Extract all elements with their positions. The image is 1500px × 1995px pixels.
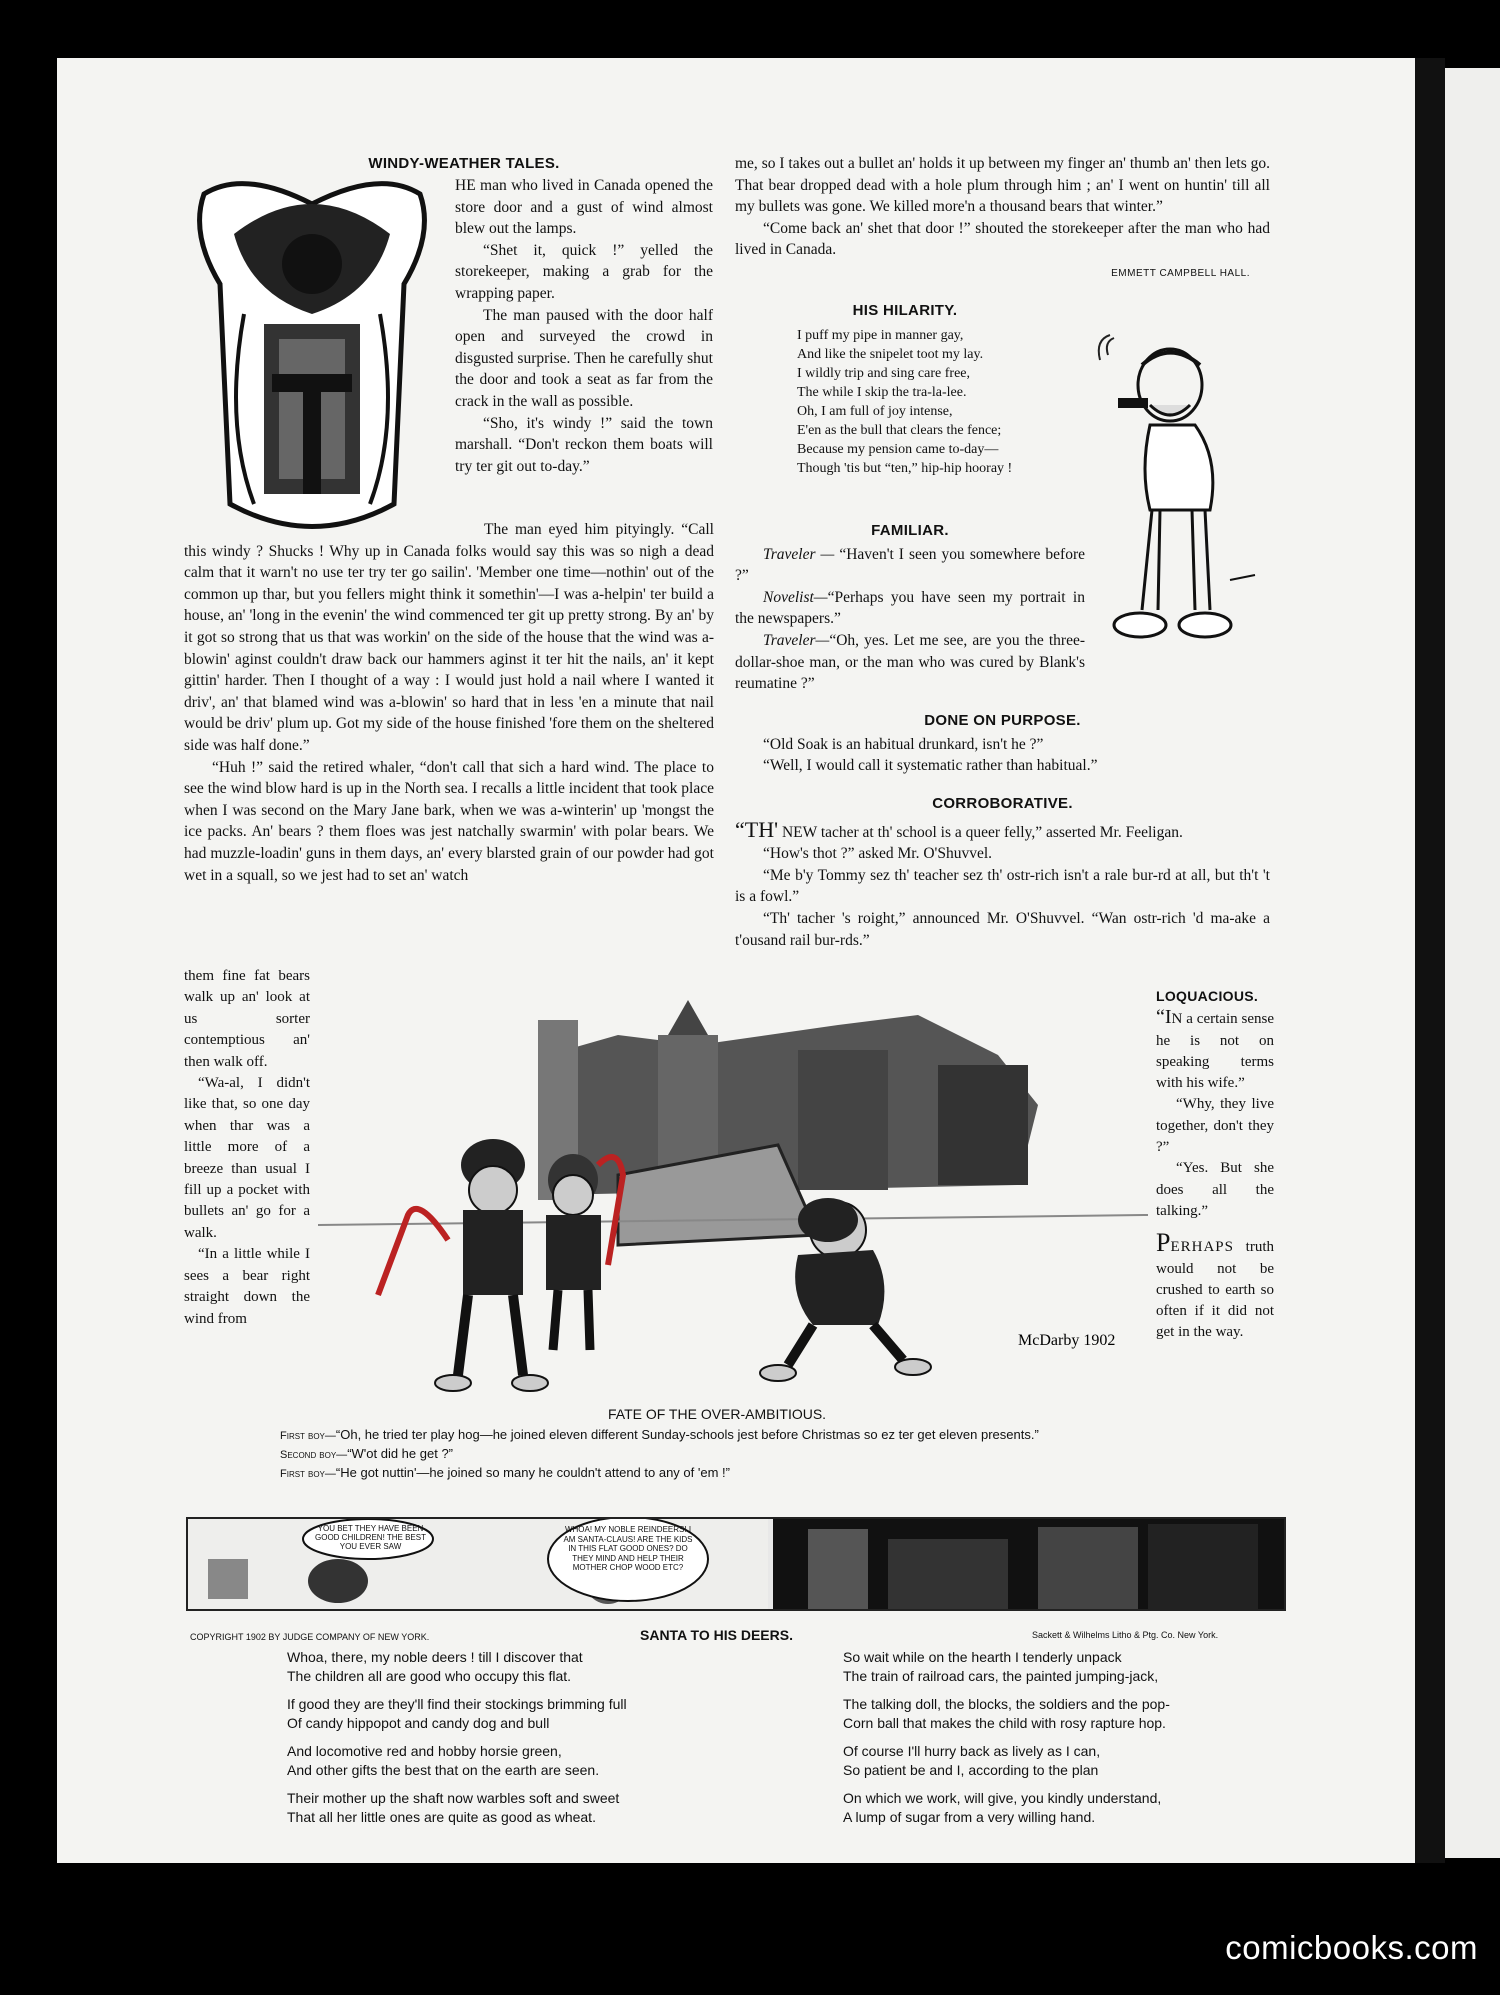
corrob-open: “TH' — [735, 816, 779, 842]
cartoon-caption — [280, 1406, 1270, 1483]
corrob-line-2: “How's thot ?” asked Mr. O'Shuvvel. — [763, 845, 993, 863]
familiar-section — [735, 520, 1085, 695]
familiar-speaker: Novelist— — [763, 588, 828, 606]
santa-line: The train of railroad cars, the painted jumping-jack, — [843, 1668, 1159, 1684]
loq-line-3: “Yes. But she does all the talking.” — [1156, 1160, 1274, 1219]
perhaps-cap: P — [1156, 1228, 1171, 1258]
santa-line: Whoa, there, my noble deers ! till I discover that — [287, 1649, 583, 1665]
hilarity-line: I wildly trip and sing care free, — [797, 365, 970, 381]
corrob-line-1: “TH' NEW tacher at th' school is a queer felly,” asserted Mr. Feeligan. — [735, 816, 1183, 842]
familiar-line-2: Novelist—“Perhaps you have seen my portrait in the newspapers.” — [735, 588, 1085, 628]
santa-line: A lump of sugar from a very willing hand. — [843, 1809, 1096, 1825]
adjacent-page-edge — [1445, 68, 1500, 1858]
column-right-top — [735, 153, 1270, 285]
windy-p3: The man paused with the door half open and surveyed the crowd in disgusted surprise. Then he carefully shut the door and took a seat as far from the crack in the wall as possible. — [455, 306, 713, 410]
windy-p2: “Shet it, quick !” yelled the storekeeper, making a grab for the wrapping paper. — [455, 241, 713, 302]
perhaps-paragraph: PERHAPS truth would not be crushed to earth so often if it did not get in the way. — [1156, 1228, 1274, 1341]
purpose-title: DONE ON PURPOSE. — [924, 712, 1081, 729]
santa-line: On which we work, will give, you kindly understand, — [843, 1790, 1162, 1806]
hilarity-line: E'en as the bull that clears the fence; — [797, 422, 1002, 438]
familiar-speaker: Traveler— — [763, 631, 830, 649]
santa-strip-panel — [186, 1517, 1286, 1611]
old-man-pipe-illustration — [1080, 330, 1270, 660]
loq-open: “I — [1156, 1006, 1172, 1029]
santa-line: And other gifts the best that on the earth are seen. — [287, 1762, 600, 1778]
santa-line: The children all are good who occupy this flat. — [287, 1668, 572, 1684]
strip-copyright: COPYRIGHT 1902 BY JUDGE COMPANY OF NEW YORK. — [190, 1632, 430, 1642]
windy-p4: “Sho, it's windy !” said the town marshall. “Don't reckon them boats will try ter git out to-day.” — [455, 414, 713, 475]
santa-line: And locomotive red and hobby horsie green, — [287, 1743, 562, 1759]
familiar-title: FAMILIAR. — [871, 522, 949, 539]
caption-line-2: Second boy—“W'ot did he get ?” — [280, 1446, 453, 1461]
familiar-speaker: Traveler — — [763, 545, 835, 563]
hilarity-poem — [735, 300, 1075, 478]
windy-p7: them fine fat bears walk up an' look at us sorter contemptious an' then walk off. — [184, 968, 310, 1070]
santa-line: Corn ball that makes the child with rosy rapture hop. — [843, 1715, 1166, 1731]
cartoon-caption-title: FATE OF THE OVER-AMBITIOUS. — [608, 1406, 827, 1422]
santa-line: Their mother up the shaft now warbles soft and sweet — [287, 1790, 620, 1806]
loq-line-2: “Why, they live together, don't they ?” — [1156, 1096, 1274, 1156]
windy-title: WINDY-WEATHER TALES. — [368, 155, 560, 172]
windy-narrow-column — [455, 175, 713, 477]
purpose-section — [735, 710, 1270, 777]
santa-poem-right — [843, 1648, 1283, 1827]
familiar-line-1: Traveler — “Haven't I seen you somewhere before ?” — [735, 545, 1085, 585]
santa-line: So wait while on the hearth I tenderly unpack — [843, 1649, 1122, 1665]
strip-printer: Sackett & Wilhelms Litho & Ptg. Co. New York. — [1032, 1630, 1219, 1640]
familiar-line-3: Traveler—“Oh, yes. Let me see, are you the three-dollar-shoe man, or the man who was cured by Blank's reumatine ?” — [735, 631, 1085, 693]
cartoon-signature: McDarby 1902 — [1018, 1332, 1116, 1349]
windy-p1: HE man who lived in Canada opened the store door and a gust of wind almost blew out the lamps. — [455, 177, 713, 238]
loq-title: LOQUACIOUS. — [1156, 988, 1259, 1004]
santa-line: So patient be and I, according to the plan — [843, 1762, 1099, 1778]
purpose-line-2: “Well, I would call it systematic rather than habitual.” — [763, 757, 1098, 775]
caption-line-1: First boy—“Oh, he tried ter play hog—he joined eleven different Sunday-schools jest before Christmas so ez ter get eleven presents.” — [280, 1427, 1039, 1442]
caption-speaker: First boy— — [280, 1468, 336, 1480]
binding-gutter — [1415, 58, 1445, 1863]
caption-speaker: Second boy— — [280, 1449, 348, 1461]
hilarity-line: Oh, I am full of joy intense, — [797, 403, 953, 419]
windy-cartoon-side-column — [184, 966, 310, 1330]
windy-p11: “Come back an' shet that door !” shouted the storekeeper after the man who had lived in Canada. — [735, 219, 1270, 259]
strip-bubble-2: WHOA! MY NOBLE REINDEERS! I AM SANTA-CLAUS! ARE THE KIDS IN THIS FLAT GOOD ONES? DO THEY MIND AND HELP THEIR MOTHER CHOP WOOD ETC? — [563, 1525, 693, 1572]
windy-p9: “In a little while I sees a bear right straight down the wind from — [184, 1246, 310, 1327]
windy-p5: The man eyed him pityingly. “Call this windy ? Shucks ! Why up in Canada folks would say this was so nigh a dead calm that it warn't no use ter try ter go sailin'. 'Member one time—nothin' out of the common up thar, but you fellers might think it somethin'—I was a-helpin' ter build a house, an' 'long in the evenin' the wind commenced ter git up pretty strong. By an' by it got so strong that us that was workin' on the side of the house that the wind was a-blowin' aginst couldn't draw back our hammers aginst it ter hit the nails, an' it kept gittin' harder. Then I thought of a way : I would just hold a nail where I wanted it driv', an' that blamed wind was a-blowin' so hard that in less 'en a minute that nail would be driv' plum up. Got my side of the house finished 'fore them on the sheltered side was half done.” — [184, 521, 714, 754]
loq-line-1: “IN a certain sense he is not on speaking terms with his wife.” — [1156, 1006, 1274, 1092]
cartoon-boys-illustration — [318, 995, 1148, 1403]
hilarity-title: HIS HILARITY. — [852, 302, 958, 319]
hilarity-line: And like the snipelet toot my lay. — [797, 346, 984, 362]
column-left-top — [184, 153, 714, 175]
caption-speaker: First boy— — [280, 1430, 336, 1442]
santa-line: The talking doll, the blocks, the soldiers and the pop- — [843, 1696, 1170, 1712]
strip-title: SANTA TO HIS DEERS. — [640, 1627, 793, 1643]
santa-poem-left — [287, 1648, 737, 1827]
windy-author: EMMETT CAMPBELL HALL. — [1111, 267, 1250, 279]
windy-p6: “Huh !” said the retired whaler, “don't call that sich a hard wind. The place to see the wind blow hard is up in the North sea. I recalls a little incident that took place when I was second on the Mary Jane bark, when we was a-winterin' up 'mongst the ice packs. An' bears ? them floes was jest natchally swarmin' with polar bears. We had muzzle-loadin' guns in them days, an' every blarsted grain of our powder had got wet in a squall, so we jest had to set an' watch — [184, 758, 714, 884]
santa-line: If good they are they'll find their stockings brimming full — [287, 1696, 627, 1712]
windy-wide-column — [184, 519, 714, 886]
site-watermark[interactable]: comicbooks.com — [1225, 1929, 1478, 1966]
caption-line-3: First boy—“He got nuttin'—he joined so many he couldn't attend to any of 'em !” — [280, 1465, 730, 1480]
hilarity-line: I puff my pipe in manner gay, — [797, 327, 964, 343]
purpose-line-1: “Old Soak is an habitual drunkard, isn't he ?” — [763, 735, 1044, 753]
corrob-section — [735, 793, 1270, 951]
corrob-line-3: “Me b'y Tommy sez th' teacher sez th' ostr-rich isn't a rale bur-rd at all, but th't 't is a fowl.” — [735, 866, 1270, 906]
windy-p10: me, so I takes out a bullet an' holds it up between my finger an' thumb an' then lets go. That bear dropped dead with a hole plum through him ; an' I went on huntin' till all my bullets was gone. We killed more'n a thousand bears that winter.” — [735, 155, 1270, 216]
ornament-illustration — [184, 174, 440, 544]
hilarity-line: Because my pension came to-day— — [797, 441, 999, 457]
corrob-line-4: “Th' tacher 's roight,” announced Mr. O'Shuvvel. “Wan ostr-rich 'd ma-ake a t'ousand rail bur-rds.” — [735, 909, 1270, 949]
windy-p8: “Wa-al, I didn't like that, so one day when thar was a little more of a breeze than usual I fill up a pocket with bullets an' go for a walk. — [184, 1075, 310, 1241]
strip-bubble-1: YOU BET THEY HAVE BEEN GOOD CHILDREN! THE BEST YOU EVER SAW — [315, 1524, 426, 1551]
corrob-title: CORROBORATIVE. — [932, 795, 1073, 812]
santa-line: Of candy hippopot and candy dog and bull — [287, 1715, 550, 1731]
santa-line: That all her little ones are quite as good as wheat. — [287, 1809, 596, 1825]
hilarity-line: Though 'tis but “ten,” hip-hip hooray ! — [797, 460, 1013, 476]
hilarity-line: The while I skip the tra-la-lee. — [797, 384, 967, 400]
santa-line: Of course I'll hurry back as lively as I can, — [843, 1743, 1101, 1759]
loq-section — [1156, 986, 1274, 1344]
